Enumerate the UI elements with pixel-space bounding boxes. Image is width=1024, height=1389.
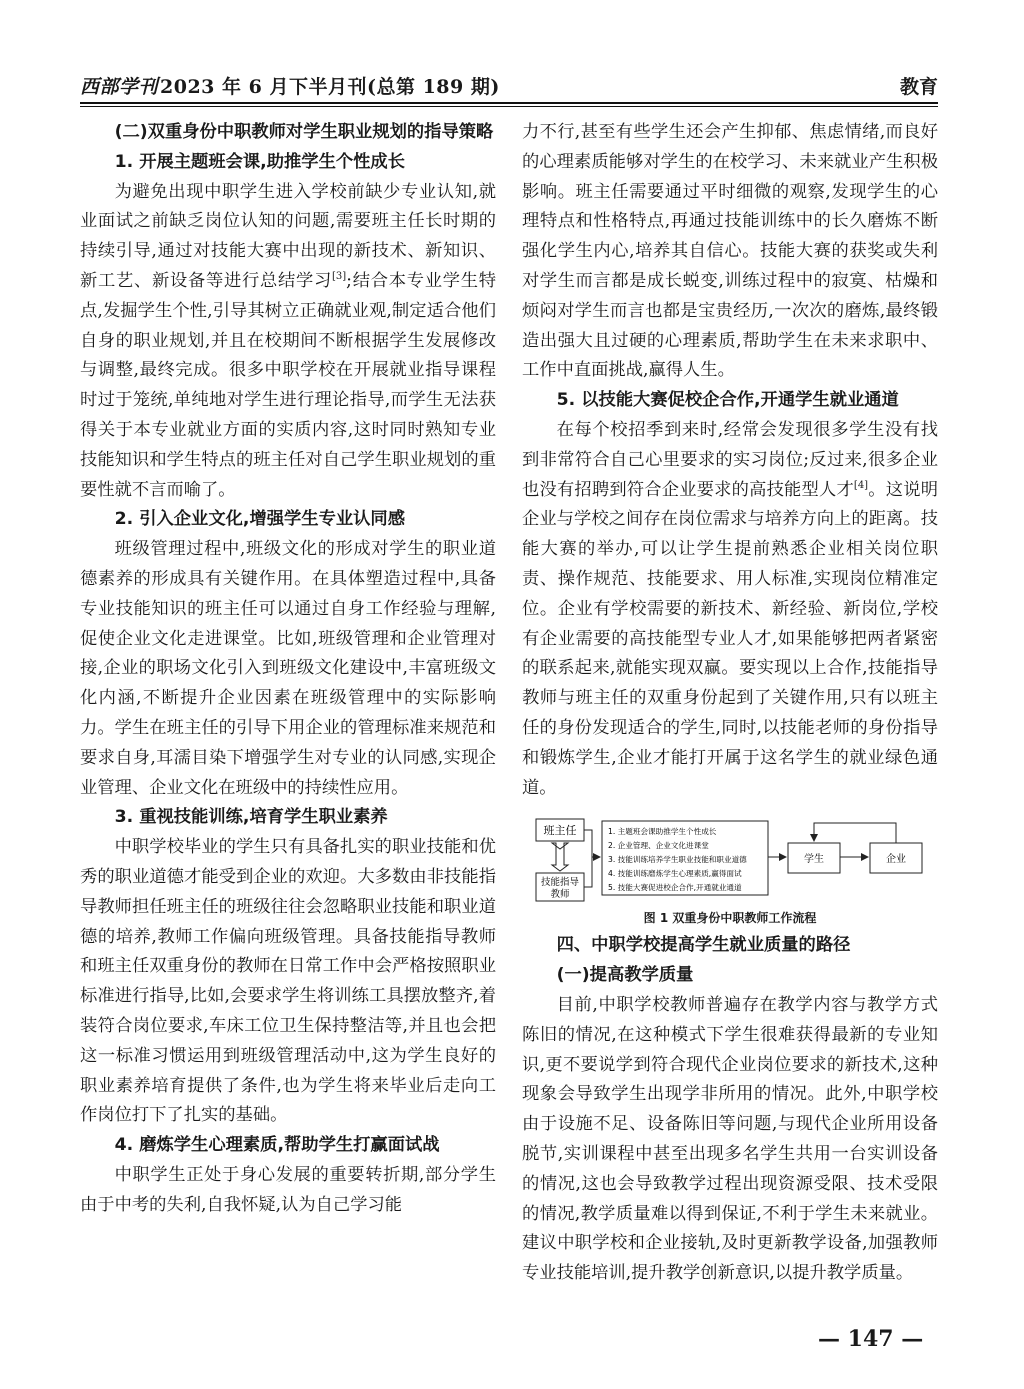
running-header bbox=[80, 72, 938, 98]
section-heading: 1. 开展主题班会课,助推学生个性成长 bbox=[114, 151, 405, 172]
section-heading: 5. 以技能大赛促校企合作,开通学生就业通道 bbox=[556, 390, 899, 411]
figure-caption: 图 1 双重身份中职教师工作流程 bbox=[643, 911, 817, 926]
strategy-item-1: 1. 主题班会课助推学生个性成长 bbox=[608, 827, 717, 837]
header-rule-thin bbox=[80, 106, 938, 107]
workflow-figure bbox=[522, 817, 938, 903]
citation-ref: [3] bbox=[332, 271, 347, 283]
student-label: 学生 bbox=[804, 854, 824, 866]
company-label: 企业 bbox=[886, 854, 906, 866]
page-number: — 147 — bbox=[818, 1326, 924, 1352]
bracket-line bbox=[584, 830, 592, 887]
issue-text: 2023 年 6 月下半月刊(总第 189 期) bbox=[160, 76, 500, 98]
body-paragraph: 目前,中职学校教师普遍存在教学内容与教学方式陈旧的情况,在这种模式下学生很难获得最新的专业知识,更不要说学到符合现代企业岗位要求的新技术,这种现象会导致学生出现学非所用的情况。此外,中职学校由于设施不足、设备陈旧等问题,与现代企业所用设备脱节,实训课程中甚至出现多名学生共用一台实训设备的情况,这也会导致教学过程出现资源受限、技术受限的情况,教学质量难以得到保证,不利于学生未来就业。建议中职学校和企业接轨,及时更新教学设备,加强教师专业技能培训,提升教学创新意识,以提升教学质量。 bbox=[522, 994, 938, 1284]
right-column bbox=[522, 118, 938, 1289]
citation-ref: [4] bbox=[853, 479, 869, 491]
body-paragraph: 中职学生正处于身心发展的重要转折期,部分学生由于中考的失利,自我怀疑,认为自己学习能 bbox=[80, 1164, 496, 1215]
body-paragraph: 班级管理过程中,班级文化的形成对学生的职业道德素养的形成具有关键作用。在具体塑造过程中,具备专业技能知识的班主任可以通过自身工作经验与理解,促使企业文化走进课堂。比如,班级管理和企业管理对接,企业的职场文化引入到班级文化建设中,丰富班级文化内涵,不断提升企业因素在班级管理中的实际影响力。学生在班主任的引导下用企业的管理标准来规范和要求自身,耳濡目染下增强学生对专业的认同感,实现企业管理、企业文化在班级中的持续性应用。 bbox=[80, 539, 496, 798]
workflow-diagram bbox=[522, 817, 938, 903]
section-heading: 四、中职学校提高学生就业质量的路径 bbox=[556, 935, 851, 956]
section-heading: 2. 引入企业文化,增强学生专业认同感 bbox=[114, 509, 405, 530]
strategy-item-3: 3. 技能训练培养学生职业技能和职业道德 bbox=[608, 855, 747, 865]
section-heading: (二)双重身份中职教师对学生职业规划的指导策略 bbox=[114, 122, 494, 142]
section-heading: 3. 重视技能训练,培育学生职业素养 bbox=[114, 807, 388, 828]
section-heading: 4. 磨炼学生心理素质,帮助学生打赢面试战 bbox=[114, 1135, 440, 1156]
feedback-arrow bbox=[814, 823, 896, 843]
journal-logo: 西部学刊 bbox=[80, 76, 159, 98]
strategy-item-4: 4. 技能训练磨炼学生心理素质,赢得面试 bbox=[608, 869, 742, 879]
section-label: 教育 bbox=[899, 76, 938, 98]
body-paragraph: 中职学校毕业的学生只有具备扎实的职业技能和优秀的职业道德才能受到企业的欢迎。大多数由非技能指导教师担任班主任的班级往往会忽略职业技能和职业道德的培养,教师工作偏向班级管理。具备技能指导教师和班主任双重身份的教师在日常工作中会严格按照职业标准进行指导,比如,会要求学生将训练工具摆放整齐,着装符合岗位要求,车床工位卫生保持整洁等,并且也会把这一标准习惯运用到班级管理活动中,这为学生良好的职业素养培育提供了条件,也为学生将来毕业后走向工作岗位打下了扎实的基础。 bbox=[80, 837, 496, 1126]
body-paragraph: 为避免出现中职学生进入学校前缺少专业认知,就业面试之前缺乏岗位认知的问题,需要班主任长时期的持续引导,通过对技能大赛中出现的新技术、新知识、新工艺、新设备等进行总结学习[3];结合本专业学生特点,发掘学生个性,引导其树立正确就业观,制定适合他们自身的职业规划,并且在校期间不断根据学生发展修改与调整,最终完成。很多中职学校在开展就业指导课程时过于笼统,单纯地对学生进行理论指导,而学生无法获得关于本专业就业方面的实质内容,这时同时熟知专业技能知识和学生特点的班主任对自己学生职业规划的重要性就不言而喻了。 bbox=[80, 181, 496, 500]
header-rule bbox=[80, 102, 938, 104]
teacher-label: 班主任 bbox=[543, 824, 577, 838]
body-paragraph: 在每个校招季到来时,经常会发现很多学生没有找到非常符合自己心里要求的实习岗位;反过来,很多企业也没有招聘到符合企业要求的高技能型人才[4]。这说明企业与学校之间存在岗位需求与培养方向上的距离。技能大赛的举办,可以让学生提前熟悉企业相关岗位职责、操作规范、技能要求、用人标准,实现岗位精准定位。企业有学校需要的新技术、新经验、新岗位,学校有企业需要的高技能型专业人才,如果能够把两者紧密的联系起来,就能实现双赢。要实现以上合作,技能指导教师与班主任的双重身份起到了关键作用,只有以班主任的身份发现适合的学生,同时,以技能老师的身份指导和锻炼学生,企业才能打开属于这名学生的就业绿色通道。 bbox=[522, 419, 938, 798]
body-paragraph: 力不行,甚至有些学生还会产生抑郁、焦虑情绪,而良好的心理素质能够对学生的在校学习、未来就业产生积极影响。班主任需要通过平时细微的观察,发现学生的心理特点和性格特点,再通过技能训练中的长久磨炼不断强化学生内心,培养其自信心。技能大赛的获奖或失利对学生而言都是成长蜕变,训练过程中的寂寞、枯燥和烦闷对学生而言也都是宝贵经历,一次次的磨炼,最终锻造出强大且过硬的心理素质,帮助学生在未来求职中、工作中直面挑战,赢得人生。 bbox=[522, 122, 938, 381]
strategy-item-2: 2. 企业管理、企业文化进课堂 bbox=[608, 841, 709, 851]
left-column bbox=[80, 118, 496, 1220]
strategy-item-5: 5. 技能大赛促进校企合作,开通就业通道 bbox=[608, 883, 742, 893]
section-heading: (一)提高教学质量 bbox=[556, 965, 694, 986]
skill-teacher-label-2: 教师 bbox=[550, 889, 570, 901]
journal-issue bbox=[80, 72, 500, 99]
double-arrow-icon bbox=[552, 843, 568, 871]
skill-teacher-label-1: 技能指导 bbox=[540, 877, 580, 889]
